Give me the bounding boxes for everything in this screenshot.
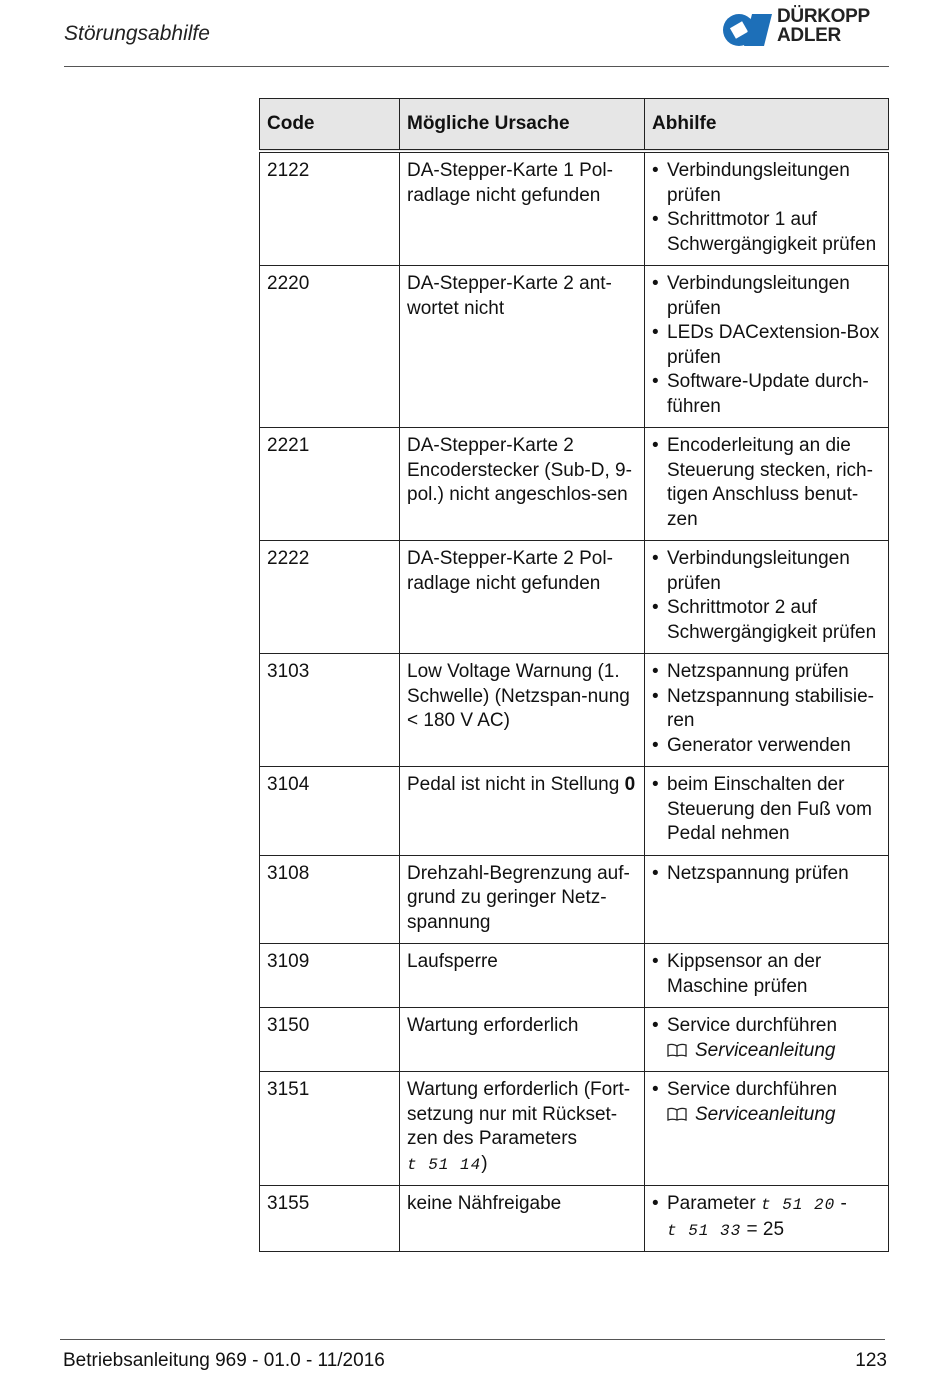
- parameter-to: t 51 33: [667, 1221, 742, 1240]
- cause-cell: DA-Stepper-Karte 2 Encoderstecker (Sub-D, 9-pol.) nicht angeschlos-sen: [400, 428, 645, 541]
- remedy-item: • beim Einschalten der Steuerung den Fuß vom Pedal nehmen: [652, 773, 882, 847]
- table-row: [260, 1186, 889, 1252]
- cause-close: ): [481, 1152, 488, 1174]
- error-code-table: [259, 98, 889, 1252]
- table-row: [260, 1072, 889, 1186]
- remedy-item: • LEDs DACextension-Box prüfen: [652, 321, 882, 370]
- remedy-cell: [645, 944, 889, 1008]
- book-icon: [667, 1043, 687, 1057]
- cause-cell: DA-Stepper-Karte 2 Pol-radlage nicht gefunden: [400, 541, 645, 654]
- remedy-item: [652, 1192, 882, 1243]
- book-icon: [667, 1107, 687, 1121]
- remedy-text: Service durchführen: [667, 1015, 838, 1036]
- remedy-item: • Netzspannung prüfen: [652, 660, 882, 685]
- table-row: [260, 151, 889, 266]
- table-row: [260, 855, 889, 944]
- table-header-row: [260, 99, 889, 152]
- remedy-cell: [645, 1186, 889, 1252]
- column-header-remedy: Abhilfe: [645, 99, 889, 152]
- cause-cell: DA-Stepper-Karte 2 ant-wortet nicht: [400, 266, 645, 428]
- remedy-list: [652, 950, 882, 999]
- remedy-prefix: Parameter: [667, 1193, 756, 1214]
- remedy-cell: [645, 541, 889, 654]
- table-row: [260, 266, 889, 428]
- footer-divider: [60, 1339, 885, 1340]
- remedy-cell: [645, 654, 889, 767]
- code-cell: 3103: [260, 654, 400, 767]
- remedy-list: [652, 862, 882, 887]
- remedy-cell: [645, 151, 889, 266]
- code-cell: 2122: [260, 151, 400, 266]
- remedy-item: • Kippsensor an der Maschine prüfen: [652, 950, 882, 999]
- remedy-item: [652, 1014, 882, 1063]
- pedal-position-value: 0: [624, 774, 636, 795]
- table-row: [260, 654, 889, 767]
- table-row: [260, 541, 889, 654]
- remedy-item: • Generator verwenden: [652, 734, 882, 759]
- remedy-item: • Software-Update durch-führen: [652, 370, 882, 419]
- parameter-code: t 51 14: [407, 1155, 482, 1174]
- code-cell: 3151: [260, 1072, 400, 1186]
- manual-reference: [667, 1103, 882, 1128]
- page-section-title: Störungsabhilfe: [64, 22, 210, 45]
- cause-cell: [400, 767, 645, 856]
- code-cell: 2220: [260, 266, 400, 428]
- remedy-list: [652, 773, 882, 847]
- cause-cell: keine Nähfreigabe: [400, 1186, 645, 1252]
- manual-reference-text: Serviceanleitung: [695, 1039, 836, 1061]
- cause-cell: Wartung erforderlich: [400, 1008, 645, 1072]
- remedy-item: • Encoderleitung an die Steuerung stecken, rich-tigen Anschluss benut-zen: [652, 434, 882, 532]
- parameter-separator: -: [840, 1193, 847, 1214]
- column-header-cause: Mögliche Ursache: [400, 99, 645, 152]
- code-cell: 3109: [260, 944, 400, 1008]
- logo-wordmark: [777, 7, 870, 45]
- remedy-item: [652, 1078, 882, 1127]
- column-header-code: Code: [260, 99, 400, 152]
- manual-reference-text: Serviceanleitung: [695, 1103, 836, 1125]
- logo-line-2: ADLER: [777, 25, 841, 46]
- cause-cell: Low Voltage Warnung (1. Schwelle) (Netzspan-nung < 180 V AC): [400, 654, 645, 767]
- cause-text: Wartung erforderlich (Fort-setzung nur mit Rückset-zen des Parameters: [407, 1079, 631, 1149]
- table-row: [260, 1008, 889, 1072]
- remedy-list: [652, 434, 882, 532]
- parameter-value: = 25: [746, 1218, 785, 1240]
- code-cell: 3155: [260, 1186, 400, 1252]
- remedy-item: • Netzspannung stabilisie-ren: [652, 685, 882, 734]
- code-cell: 2222: [260, 541, 400, 654]
- table-row: [260, 428, 889, 541]
- remedy-cell: [645, 855, 889, 944]
- remedy-cell: [645, 767, 889, 856]
- company-logo: [722, 6, 892, 50]
- remedy-list: [652, 660, 882, 758]
- logo-line-1: DÜRKOPP: [777, 6, 870, 27]
- logo-mark-icon: [722, 10, 774, 50]
- page-number: 123: [855, 1350, 887, 1371]
- header-divider: [64, 66, 889, 67]
- remedy-item: • Verbindungsleitungen prüfen: [652, 159, 882, 208]
- table-row: [260, 944, 889, 1008]
- parameter-from: t 51 20: [760, 1196, 836, 1214]
- remedy-cell: [645, 266, 889, 428]
- cause-cell: [400, 1072, 645, 1186]
- remedy-cell: [645, 1072, 889, 1186]
- cause-text: Pedal ist nicht in Stellung: [407, 774, 620, 795]
- remedy-list: [652, 1192, 882, 1243]
- code-cell: 3150: [260, 1008, 400, 1072]
- remedy-item: • Verbindungsleitungen prüfen: [652, 547, 882, 596]
- cause-cell: Drehzahl-Begrenzung auf-grund zu geringer Netz-spannung: [400, 855, 645, 944]
- code-cell: 2221: [260, 428, 400, 541]
- table-row: [260, 767, 889, 856]
- remedy-cell: [645, 1008, 889, 1072]
- manual-reference: [667, 1039, 882, 1064]
- remedy-item: • Schrittmotor 1 auf Schwergängigkeit prüfen: [652, 208, 882, 257]
- remedy-list: [652, 159, 882, 257]
- code-cell: 3108: [260, 855, 400, 944]
- code-cell: 3104: [260, 767, 400, 856]
- cause-cell: Laufsperre: [400, 944, 645, 1008]
- remedy-item: • Netzspannung prüfen: [652, 862, 882, 887]
- remedy-text: Service durchführen: [667, 1079, 838, 1100]
- remedy-list: [652, 272, 882, 419]
- footer-document-info: Betriebsanleitung 969 - 01.0 - 11/2016: [63, 1350, 385, 1371]
- remedy-cell: [645, 428, 889, 541]
- remedy-list: [652, 1014, 882, 1063]
- remedy-item: • Verbindungsleitungen prüfen: [652, 272, 882, 321]
- cause-cell: DA-Stepper-Karte 1 Pol-radlage nicht gefunden: [400, 151, 645, 266]
- remedy-list: [652, 1078, 882, 1127]
- remedy-list: [652, 547, 882, 645]
- remedy-item: • Schrittmotor 2 auf Schwergängigkeit prüfen: [652, 596, 882, 645]
